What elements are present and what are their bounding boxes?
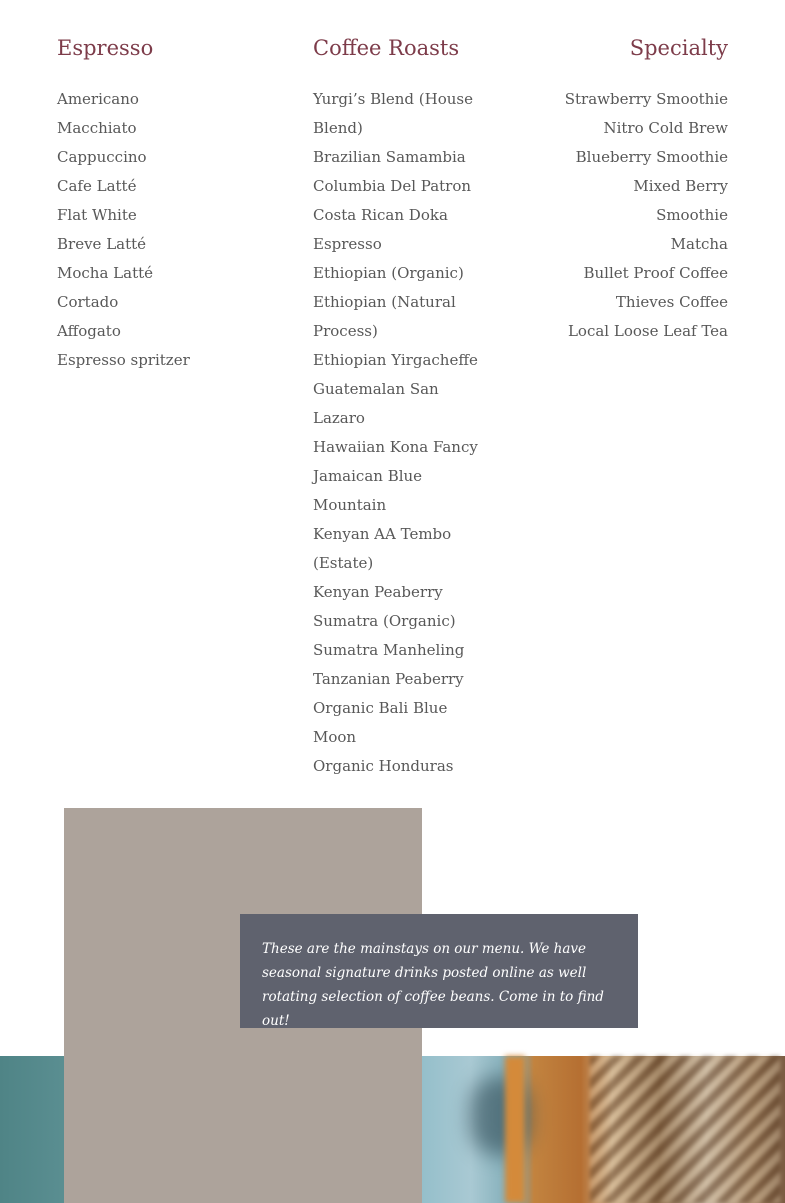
menu-item: Ethiopian (Organic) <box>313 264 464 282</box>
menu-item: Macchiato <box>57 119 137 137</box>
menu-list-espresso <box>57 85 277 375</box>
menu-item: Mountain <box>313 496 387 514</box>
menu-item: Jamaican Blue <box>313 467 423 485</box>
menu-item: Matcha <box>670 235 728 253</box>
menu-heading-specialty: Specialty <box>629 36 728 60</box>
menu-item: Thieves Coffee <box>615 293 728 311</box>
menu-item: Mocha Latté <box>57 264 153 282</box>
photo-blur-shape <box>590 1056 780 1203</box>
menu-item: Cortado <box>57 293 119 311</box>
menu-item: Tanzanian Peaberry <box>313 670 464 688</box>
menu-item: Blueberry Smoothie <box>575 148 728 166</box>
menu-item: Columbia Del Patron <box>313 177 472 195</box>
menu-item: Yurgi’s Blend (House <box>313 90 473 108</box>
menu-item: Cafe Latté <box>57 177 137 195</box>
menu-item: Ethiopian (Natural <box>313 293 456 311</box>
menu-item: Americano <box>57 90 139 108</box>
photo-blur-shape <box>505 1056 525 1203</box>
menu-item: Blend) <box>313 119 363 137</box>
menu-column-espresso <box>57 30 277 375</box>
menu-heading-espresso: Espresso <box>57 36 154 60</box>
menu-heading-coffee-roasts: Coffee Roasts <box>313 36 460 60</box>
menu-column-coffee-roasts <box>313 30 483 781</box>
cropped-heading-fragment <box>0 0 785 4</box>
menu-item: Moon <box>313 728 357 746</box>
menu-list-coffee-roasts <box>313 85 483 781</box>
menu-item: Process) <box>313 322 378 340</box>
menu-item: Organic Honduras <box>313 757 454 775</box>
menu-item: Local Loose Leaf Tea <box>567 322 728 340</box>
menu-item: Cappuccino <box>57 148 147 166</box>
menu-note-box <box>240 914 638 1028</box>
menu-item: Hawaiian Kona Fancy <box>313 438 478 456</box>
menu-item: Lazaro <box>313 409 365 427</box>
menu-list-specialty <box>548 85 728 346</box>
menu-item: Kenyan AA Tembo <box>313 525 452 543</box>
menu-item: Ethiopian Yirgacheffe <box>313 351 478 369</box>
menu-item: Guatemalan San <box>313 380 439 398</box>
menu-item: Espresso spritzer <box>57 351 190 369</box>
menu-item: (Estate) <box>313 554 374 572</box>
menu-item: Breve Latté <box>57 235 147 253</box>
menu-item: Kenyan Peaberry <box>313 583 443 601</box>
menu-note-text: These are the mainstays on our menu. We have seasonal signature drinks posted online as well rotating selection of coffee beans. Come in to find out! <box>262 941 604 1029</box>
menu-item: Flat White <box>57 206 137 224</box>
menu-item: Smoothie <box>656 206 728 224</box>
menu-item: Strawberry Smoothie <box>564 90 728 108</box>
menu-item: Nitro Cold Brew <box>603 119 728 137</box>
menu-item: Mixed Berry <box>633 177 728 195</box>
menu-column-specialty <box>548 30 728 346</box>
menu-item: Bullet Proof Coffee <box>583 264 728 282</box>
menu-item: Espresso <box>313 235 382 253</box>
menu-item: Costa Rican Doka <box>313 206 448 224</box>
menu-item: Brazilian Samambia <box>313 148 466 166</box>
menu-item: Sumatra Manheling <box>313 641 465 659</box>
menu-item: Organic Bali Blue <box>313 699 448 717</box>
menu-item: Sumatra (Organic) <box>313 612 456 630</box>
menu-item: Affogato <box>57 322 121 340</box>
